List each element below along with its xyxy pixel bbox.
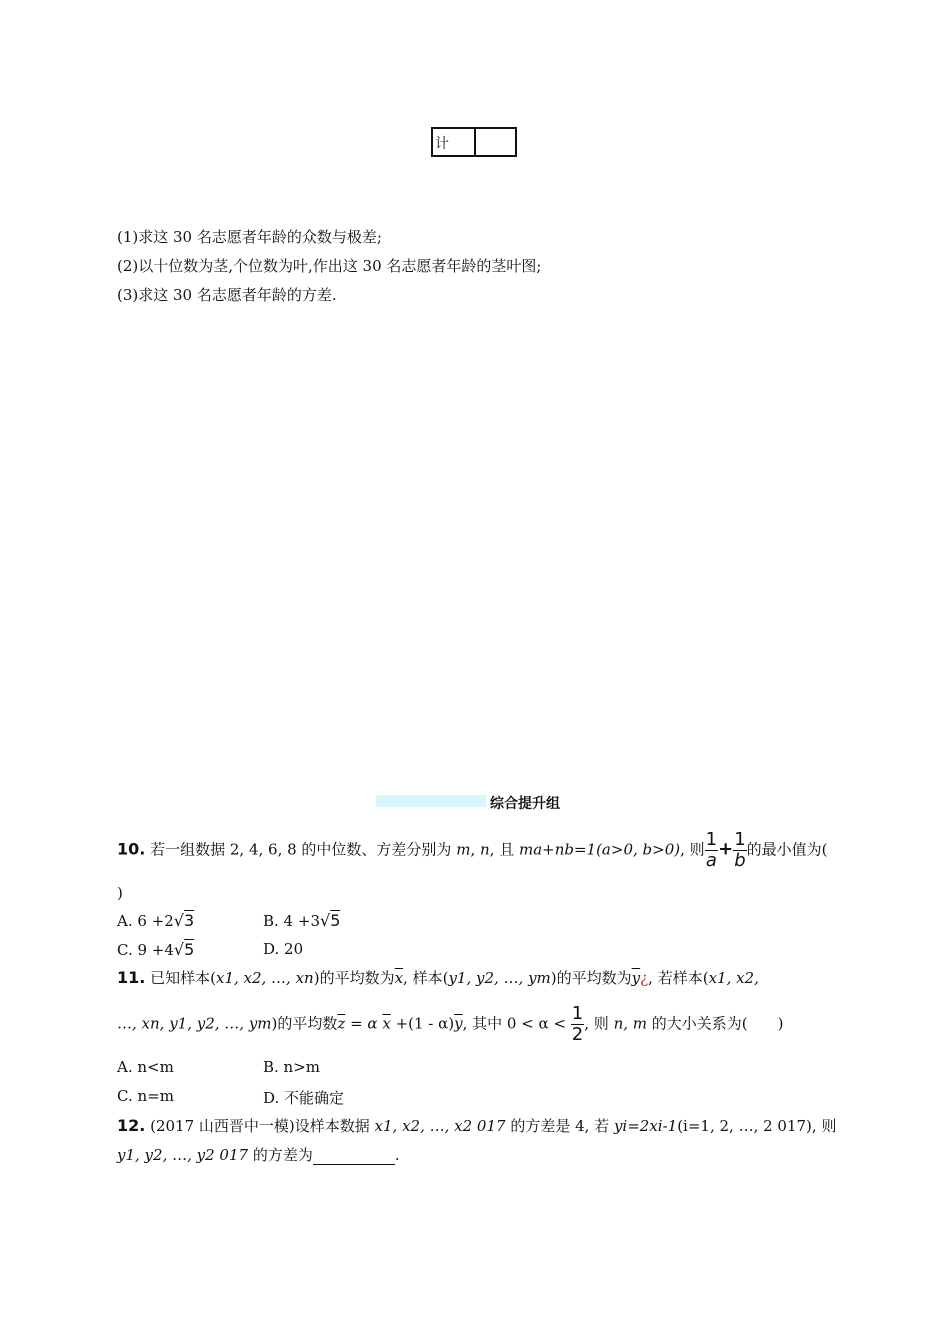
q12-stem-line1: 12. (2017 山西晋中一模)设样本数据 x1, x2, …, x2 017 的方差是 4, 若 yi=2xi-1(i=1, 2, …, 2 017), 则 xyxy=(117,1116,837,1135)
q10-text: 若一组数据 2, 4, 6, 8 的中位数、方差分别为 xyxy=(145,840,457,859)
table-fragment xyxy=(431,127,517,157)
q10-stem xyxy=(117,830,828,871)
q10-condition: ma+nb=1 xyxy=(518,840,597,859)
q10-option-c: C. 9 +4√5 xyxy=(117,940,195,959)
section-title: 综合提升组 xyxy=(490,796,560,812)
q10-text-b: , 且 xyxy=(489,840,519,859)
x-bar: $\overline{x}$ xyxy=(394,969,404,987)
q11-option-c: C. n=m xyxy=(117,1087,174,1105)
q10-text-c: , 则 xyxy=(680,840,705,859)
q11-fraction-half: $\frac{1}{2}$ xyxy=(571,1003,584,1045)
q10-fraction-1: $\frac{1}{a}$ xyxy=(705,829,718,871)
z-bar: $\overline{z}$ xyxy=(337,1014,346,1033)
q10-number: 10. xyxy=(117,839,146,859)
q10-var-m: m xyxy=(456,840,471,859)
q10-var-n: n xyxy=(479,840,490,859)
sqrt-icon: √3 xyxy=(173,911,195,930)
q11-option-a: A. n<m xyxy=(117,1058,174,1076)
q11-stem-line2: …, xn, y1, y2, …, ym)的平均数$\overline{z} = \alpha$ $\overline{x} +(1 - \alpha)\overline{y}$, 其中 0 < α < $\frac{1}{2}$ , 则 n, m 的大小关系为( ) xyxy=(117,1003,784,1045)
y-bar: $\overline{y}$ xyxy=(631,969,641,987)
q12-stem-line2: y1, y2, …, y2 017 的方差为 . xyxy=(117,1146,400,1164)
q10-condition-2: (a>0, b>0) xyxy=(596,840,681,859)
section-highlight xyxy=(376,795,486,807)
table-cell-label: 计 xyxy=(433,129,476,155)
q11-number: 11. xyxy=(117,968,146,987)
q11-stem-line1: 11. 已知样本(x1, x2, …, xn)的平均数为$\overline{x}$, 样本(y1, y2, …, ym)的平均数为$\overline{y}¿$, 若样本(x1, x2, xyxy=(117,968,759,987)
q10-fraction-2: $\frac{1}{b}$ xyxy=(734,829,746,871)
table-cell-empty xyxy=(476,129,515,155)
q12-number: 12. xyxy=(117,1116,146,1135)
q10-text-d: 的最小值为( xyxy=(746,840,828,859)
sqrt-icon: √5 xyxy=(173,940,195,959)
stray-mark: ¿ xyxy=(640,969,649,987)
sqrt-icon: √5 xyxy=(319,911,341,930)
q11-option-d: D. 不能确定 xyxy=(263,1089,345,1107)
q10-option-b: B. 4 +3√5 xyxy=(263,911,341,930)
q10-comma: , xyxy=(470,840,480,859)
answer-blank[interactable] xyxy=(313,1150,395,1165)
q10-option-a: A. 6 +2√3 xyxy=(117,911,195,930)
problem9-part1: (1)求这 30 名志愿者年龄的众数与极差; xyxy=(117,228,382,246)
problem9-part3: (3)求这 30 名志愿者年龄的方差. xyxy=(117,286,337,304)
y-bar-2: $\overline{y}$ xyxy=(454,1014,463,1033)
q10-plus: + xyxy=(718,838,734,860)
x-bar-2: $\overline{x}$ xyxy=(382,1014,391,1033)
problem9-part2: (2)以十位数为茎,个位数为叶,作出这 30 名志愿者年龄的茎叶图; xyxy=(117,257,542,275)
q11-option-b: B. n>m xyxy=(263,1058,321,1076)
q10-close-paren: ) xyxy=(117,884,123,902)
q10-option-d: D. 20 xyxy=(263,940,304,958)
